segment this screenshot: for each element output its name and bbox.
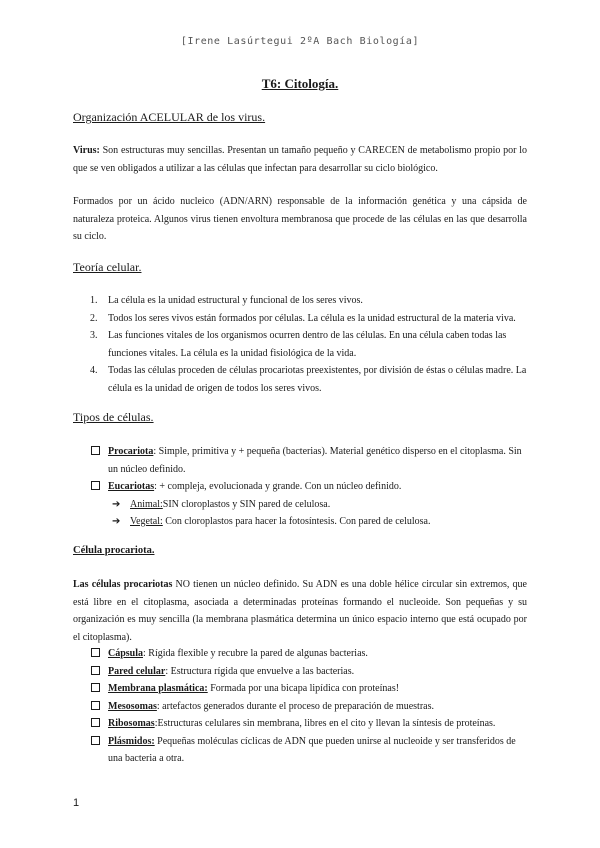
checkbox[interactable] [91, 481, 100, 490]
teoria-list [73, 292, 527, 397]
virus-lead: Virus: [73, 145, 100, 156]
item-text: Pequeñas moléculas cíclicas de ADN que pueden unirse al nucleoide y ser transferidos de una bacteria a otra. [108, 735, 516, 764]
item-label: Eucariotas [108, 481, 155, 492]
list-number: 2. [90, 312, 98, 324]
checkbox[interactable] [91, 683, 100, 692]
item-text: : Simple, primitiva y + pequeña (bacterias). Material genético disperso en el citoplasma. Sin un núcleo definido. [108, 446, 522, 475]
virus-text: Son estructuras muy sencillas. Presentan un tamaño pequeño y CARECEN de metabolismo propio por lo que se ven obligados a utilizar a las células que infectan para desarrollar su ciclo biológico. [73, 145, 527, 174]
paragraph-procariota [73, 576, 527, 646]
checkbox[interactable] [91, 718, 100, 727]
list-text: La célula es la unidad estructural y funcional de los seres vivos. [108, 295, 363, 306]
checkbox[interactable] [91, 701, 100, 710]
list-item [91, 715, 527, 733]
heading-acelular: Organización ACELULAR de los virus. [73, 110, 266, 124]
item-label: Pared celular [108, 665, 166, 677]
item-label: Mesosomas [108, 700, 157, 712]
item-label: Procariota [108, 446, 154, 457]
arrow-icon: ➔ [112, 498, 121, 510]
checkbox[interactable] [91, 736, 100, 745]
list-item [73, 292, 527, 310]
list-text: Todas las células proceden de células procariotas preexistentes, por división de éstas o células madre. La célula es la unidad de origen de todos los seres vivos. [108, 365, 527, 394]
list-item [91, 698, 527, 716]
heading-celula-procariota: Célula procariota. [73, 545, 155, 556]
list-text: Todos los seres vivos están formados por células. La célula es la unidad estructural de la materia viva. [108, 312, 516, 324]
page-number: 1 [73, 797, 80, 809]
item-label: Cápsula [108, 648, 144, 659]
item-text: Formada por una bicapa lipídica con proteínas! [207, 683, 400, 694]
heading-teoria-celular: Teoría celular. [73, 260, 142, 274]
paragraph-virus-composition: Formados por un ácido nucleico (ADN/ARN) responsable de la información genética y una cápsida de naturaleza proteica. Algunos virus tienen envoltura membranosa que procede de las células en las que desarrolla su ciclo. [73, 196, 527, 242]
arrow-icon: ➔ [112, 516, 121, 527]
list-item [73, 362, 527, 397]
list-item [91, 663, 527, 681]
list-item [73, 327, 527, 362]
list-item [91, 733, 527, 768]
list-item [73, 310, 527, 328]
item-text: : Estructura rígida que envuelve a las bacterias. [165, 665, 355, 677]
page-title: T6: Citología. [261, 76, 339, 91]
list-item [91, 645, 527, 663]
item-text: :Estructuras celulares sin membrana, libres en el cito y llevan la síntesis de proteínas. [154, 718, 496, 729]
procariota-structures-list [91, 645, 527, 768]
list-number: 1. [90, 295, 98, 306]
item-label: Membrana plasmática: [108, 683, 208, 694]
paragraph-virus [73, 142, 527, 177]
item-text: : + compleja, evolucionada y grande. Con un núcleo definido. [154, 481, 402, 492]
item-label: Ribosomas [108, 718, 155, 729]
sub-item-text: Con cloroplastos para hacer la fotosíntesis. Con pared de celulosa. [162, 516, 431, 527]
checkbox[interactable] [91, 446, 100, 455]
sub-item-text: SIN cloroplastos y SIN pared de celulosa. [162, 498, 331, 510]
sub-item-animal [91, 496, 527, 514]
list-item [91, 680, 527, 698]
checkbox[interactable] [91, 666, 100, 675]
list-text: Las funciones vitales de los organismos ocurren dentro de las células. En una célula caben todas las funciones vitales. La célula es la unidad fisiológica de la vida. [108, 330, 507, 359]
sub-item-label: Animal: [130, 498, 163, 510]
item-text: : Rígida flexible y recubre la pared de algunas bacterias. [143, 648, 368, 659]
list-item-eucariotas [91, 478, 527, 496]
checkbox[interactable] [91, 648, 100, 657]
page-header: [Irene Lasúrtegui 2ºA Bach Biología] [180, 36, 420, 47]
procariota-text: NO tienen un núcleo definido. Su ADN es una doble hélice circular sin extremos, que está libre en el citoplasma, asociada a determinadas proteínas formando el nucleoide. Son pequeñas y su organización es muy sencilla (la membrana plasmática determina un único espacio interno que está ocupado por el citoplasma). [73, 579, 527, 643]
item-text: : artefactos generados durante el proceso de preparación de muestras. [156, 700, 434, 712]
item-label: Plásmidos: [108, 735, 155, 747]
list-number: 3. [90, 330, 98, 341]
list-number: 4. [90, 365, 98, 376]
list-item-procariota [91, 443, 527, 478]
sub-item-label: Vegetal: [130, 516, 163, 527]
sub-item-vegetal [91, 513, 527, 531]
procariota-lead: Las células procariotas [73, 579, 173, 590]
tipos-list [91, 443, 527, 531]
heading-tipos-celulas: Tipos de células. [73, 410, 154, 424]
